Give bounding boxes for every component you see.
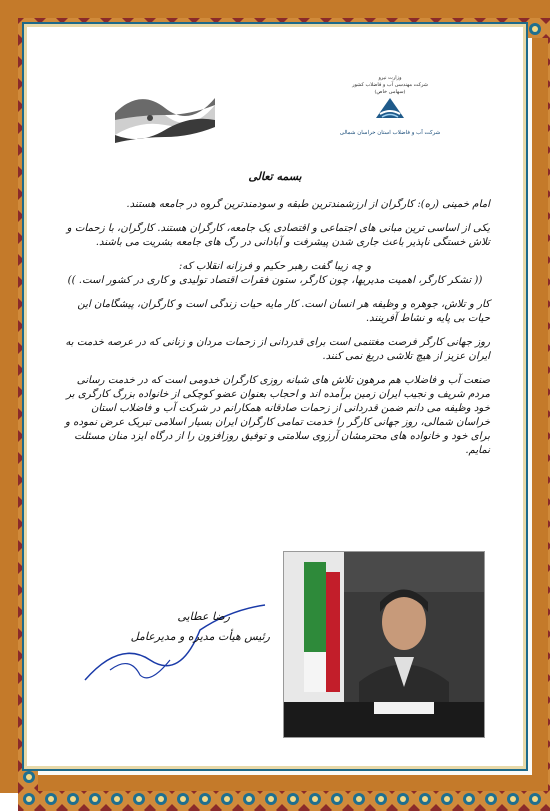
paragraph-quote-khomeini: امام خمینی (ره): کارگران از ارزشمندترین طبقه و سودمندترین گروه در جامعه هستند. xyxy=(126,199,490,210)
iran-flag-ribbon-icon xyxy=(110,85,220,145)
signatory-name: رضا عطایی xyxy=(177,610,230,623)
paragraph-water-industry: صنعت آب و فاضلاب هم مرهون تلاش های شبانه روزی کارگران خدومی است که در خدمت رسانی مردم شریف و نجیب ایران زمین برآمده اند و احجاب بعنوان عضو کوچکی از خانواده بزرگ کارگری بر خود وظیفه می دانم ضمن قدردانی از زحمات صادقانه همکارانم در شرکت آب و فاضلاب استان خراسان شمالی، روز جهانی کارگر را خدمت تمامی کارگران ایران بسیار اسلامی تبریک عرض نموده و برای خود و خانواده های محترمشان آرزوی سلامتی و توفیق روزافزون را از درگاه ایزد منان مسئلت نمایم. xyxy=(65,375,490,456)
logo-company-type: (سهامی خاص) xyxy=(374,89,406,95)
company-logo xyxy=(330,75,450,155)
portrait-photo-icon xyxy=(284,552,484,737)
paragraph-labor-day: روز جهانی کارگر فرصت مغتنمی است برای قدردانی از زحمات مردان و زنانی که در عرصه خدمت به ایران عزیز از هیچ تلاشی دریغ نمی کنند. xyxy=(65,337,490,362)
bismillah-heading: بسمه تعالی xyxy=(248,170,302,183)
logo-company-name: شرکت آب و فاضلاب استان خراسان شمالی xyxy=(339,130,441,136)
paragraph-workers-importance: یکی از اساسی ترین مبانی های اجتماعی و اقتصادی یک جامعه، کارگران هستند. کارگران، با زحمات و تلاش خستگی ناپذیر باعث جاری شدن پیشرفت و آبادانی در رگ های جامعه بشریت می باشند. xyxy=(66,223,490,248)
paragraph-leader-intro: و چه زیبا گفت رهبر حکیم و فرزانه انقلاب که: xyxy=(178,261,372,272)
signature-block xyxy=(80,600,270,690)
signatory-title: رئیس هیأت مدیره و مدیرعامل xyxy=(130,630,270,643)
paragraph-work-essence: کار و تلاش، جوهره و وظیفه هر انسان است. کار مایه حیات زندگی است و کارگران، پیشگامان این حیات بی پایه و نشاط آفرینند. xyxy=(77,299,490,324)
ceo-photo xyxy=(283,551,485,738)
letter-text xyxy=(60,170,490,458)
logo-ministry: وزارت نیرو xyxy=(378,75,402,81)
logo-parent-company: شرکت مهندسی آب و فاضلاب کشور xyxy=(352,82,428,88)
signature-scribble-icon xyxy=(80,600,270,690)
water-drop-logo-icon xyxy=(370,96,410,124)
paragraph-leader-quote: (( تشکر کارگر، اهمیت مدیریها، چون کارگر، ستون فقرات اقتصاد تولیدی و کاری در کشور است. )) xyxy=(67,275,483,286)
